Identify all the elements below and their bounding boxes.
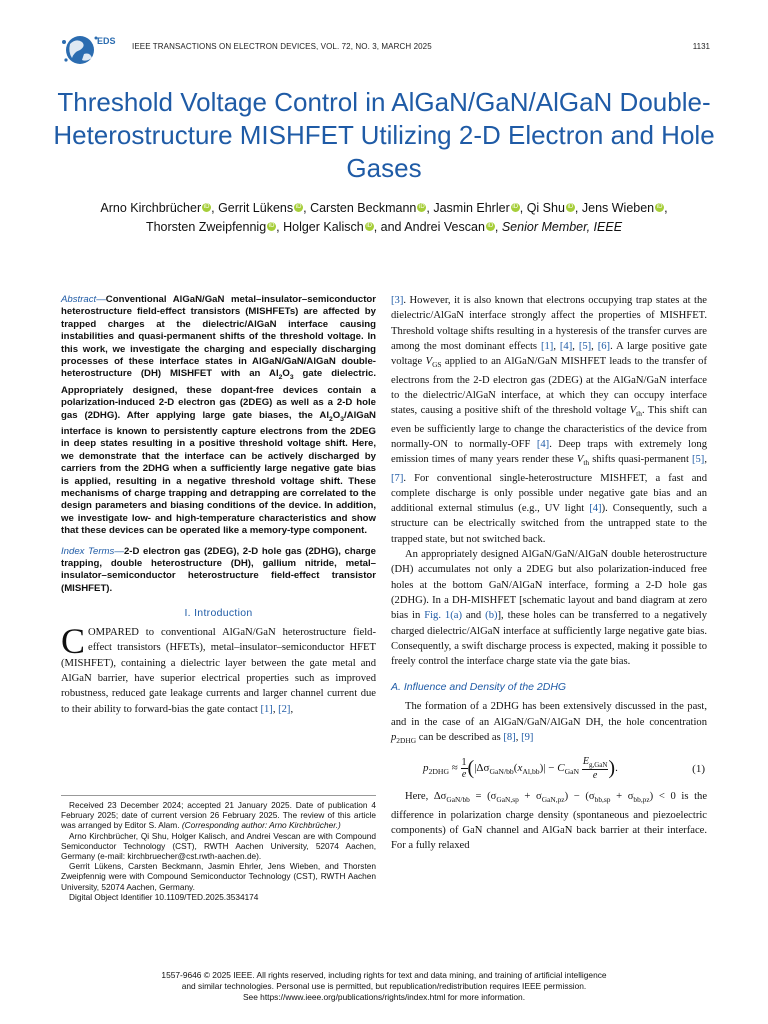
author-name: Jens Wieben <box>581 201 655 215</box>
abstract: Abstract—Conventional AlGaN/GaN metal–insulator–semiconductor heterostructure field-effect transistors (MISHFETs) are affected by trapped charges at the dielectric/AlGaN interface causing instabilities and quasi-permanent shifts of the threshold voltage. In this work, we investigate the charging and especially discharging processes of these interface states in AlGaN/GaN/AlGaN double-heterostructure (DH) MISHFET with an $Al_2O_3$ gate dielectric. Appropriately designed, these dopant-free devices contain a polarization-induced 2-D electron gas (2DEG) as well as a 2-D hole gas (2DHG). After applying large gate biases, the $Al_2O_3$/AlGaN interface is known to persistently capture electrons from the 2DEG in deep states resulting in a positive threshold voltage shift. Here, we demonstrate that the interface can be actively discharged by carriers from the 2DHG when a sufficiently large negative gate bias is applied, resulting in a negative threshold voltage shift. These mechanisms of charge trapping and detrapping are correlated to the design parameters and biasing conditions of the device. In addition, we investigate low- and high-temperature characteristics and show that these devices can be operated like a memory-type component. <box>61 294 376 537</box>
body-paragraph: The formation of a 2DHG has been extensively discussed in the past, and in the case of an AlGaN/GaN/AlGaN DH, the hole concentration $p_{2DHG}$ can be described as [8], [9] <box>391 701 707 746</box>
orcid-icon[interactable]: iD <box>512 204 519 210</box>
footnote-doi: Digital Object Identifier 10.1109/TED.2025.3534174 <box>69 891 259 902</box>
eds-logo <box>60 30 116 70</box>
citation-link[interactable]: [5] <box>691 454 705 466</box>
intro-paragraph: COMPARED to conventional AlGaN/GaN heterostructure field-effect transistors (HFETs), metal–insulator–semiconductor HFET (MISHFET), containing a dielectric layer between the gate metal and AlGaN barrier, have superior electrical properties such as improved robustness, reduced gate leakage currents and larger channel current due to their ability to forward-bias the gate contact [1], [2], <box>61 621 376 715</box>
left-column <box>61 294 376 717</box>
orcid-icon[interactable]: iD <box>419 204 425 210</box>
citation-link[interactable]: [8] <box>503 732 516 744</box>
orcid-icon[interactable]: iD <box>567 204 574 210</box>
footnote-received: Received 23 December 2024; accepted 21 January 2025. Date of publication 4 February 2025; date of current version 26 February 2025. The review of this article was arranged by Editor S. Alam. (Corresponding author: Arno Kirchbrücher.) <box>61 800 376 831</box>
equation-body: $p_{2DHG}$ ≈ $\frac{1}{e}$ ($|\Delta\sigma_{GaN/bb}(x_{Al,bb})| - C_{GaN}$ $E_{g,GaN}$ e ). <box>423 756 618 782</box>
right-column <box>391 293 707 854</box>
abstract-label: Abstract— <box>61 294 106 305</box>
equation-number: (1) <box>692 762 705 775</box>
citation-link[interactable]: [1] <box>540 340 554 352</box>
citation-link[interactable]: [1] <box>260 703 273 715</box>
citation-link[interactable]: [4] <box>536 438 550 450</box>
page-header <box>60 30 710 70</box>
copyright-notice: 1557-9646 © 2025 IEEE. All rights reserved, including rights for text and data mining, and training of artificial intelligence and similar technologies. Personal use is permitted, but republication/redistribution requires IEEE permission. See https://www.ieee.org/publications/rights/index.html for more information. <box>60 970 708 1003</box>
drop-cap: C <box>61 621 86 662</box>
section-heading: I. Introduction <box>184 607 253 620</box>
svg-text:EDS: EDS <box>97 36 116 46</box>
author-name: Gerrit Lükens <box>218 201 294 215</box>
citation-link[interactable]: [7] <box>391 472 404 484</box>
author-list: Arno Kirchbrücher iD , Gerrit Lükens iD , Carsten Beckmann iD , Jasmin Ehrler iD , Qi Shu iD , Jens Wieben iD , Thorsten Zweipfennig iD , Holger Kalisch iD , and Andrei Vescan iD , Senior Member, IEEE <box>100 201 668 234</box>
citation-link[interactable]: [2] <box>278 703 291 715</box>
figure-link[interactable]: Fig. 1(a) <box>424 610 462 622</box>
figure-link[interactable]: (b) <box>485 610 498 622</box>
author-name: Arno Kirchbrücher <box>100 201 202 215</box>
orcid-icon[interactable]: iD <box>295 204 302 210</box>
citation-link[interactable]: [6] <box>597 340 611 352</box>
body-paragraph: [3]. However, it is also known that electrons occupying trap states at the dielectric/AlGaN interface strongly affect the properties of MISHFET. Threshold voltage shifts resulting in a hysteresis of the transfer curves are among the most dominant effects [1], [4], [5], [6]. A large positive gate voltage $V_{GS}$ applied to an AlGaN/GaN MISHFET leads to the transfer of electrons from the 2-D electron gas (2DEG) at the AlGaN/GaN interface to the dielectric/AlGaN interface, at which they can occupy interface states, causing a positive shift of the threshold voltage $V_{th}$. This shift can even be sufficiently large to change the characteristics of the device from normally-ON to normally-OFF [4]. Deep traps with extremely long emission times of many years render these $V_{th}$ shifts quasi-permanent [5], [7]. For conventional single-heterostructure MISHFET, a fast and complete discharge is only possible under negative gate bias and an additional external stimulus (e.g., UV light [4]). Consequently, such a structure can be electrically switched from the untrapped state to the trapped state, but not switched back. <box>391 295 708 545</box>
equation-1 <box>391 756 707 781</box>
footnote-affiliation-1: Arno Kirchbrücher, Qi Shu, Holger Kalisch, and Andrei Vescan are with Compound Semiconductor Technology (CST), RWTH Aachen University, 52074 Aachen, Germany (e-mail: kirchbruecher@cst.rwth-aachen.de). <box>61 830 376 862</box>
author-name: Andrei Vescan <box>404 220 485 234</box>
body-paragraph: Here, $\Delta\sigma_{GaN/bb} = (\sigma_{GaN,sp} + \sigma_{GaN,pz}) - (\sigma_{bb,sp} + \sigma_{bb,pz}) < 0$ is the difference in polarization charge density (spontaneous and piezoelectric components) of GaN channel and AlGaN back barrier at their interface. For a fully relaxed <box>391 791 708 852</box>
orcid-icon[interactable]: iD <box>268 223 275 229</box>
rights-link[interactable]: See https://www.ieee.org/publications/rights/index.html for more information. <box>242 992 526 1002</box>
page-number: 1131 <box>692 42 710 51</box>
footnote <box>61 800 376 902</box>
author-name: Qi Shu <box>526 201 565 215</box>
citation-link[interactable]: [9] <box>521 732 534 744</box>
journal-line: IEEE TRANSACTIONS ON ELECTRON DEVICES, VOL. 72, NO. 3, MARCH 2025 <box>132 42 432 51</box>
orcid-icon[interactable]: iD <box>203 204 210 210</box>
author-name: Jasmin Ehrler <box>433 201 510 215</box>
author-suffix: Senior Member, IEEE <box>501 220 623 234</box>
footnote-affiliation-2: Gerrit Lükens, Carsten Beckmann, Jasmin Ehrler, Jens Wieben, and Thorsten Zweipfennig were with Compound Semiconductor Technology (CST), RWTH Aachen University, 52074 Aachen, Germany. <box>61 861 376 892</box>
citation-link[interactable]: [3] <box>391 295 404 306</box>
author-name: Thorsten Zweipfennig <box>145 220 267 234</box>
footnote-divider <box>61 795 376 796</box>
citation-link[interactable]: [5] <box>578 340 592 352</box>
orcid-icon[interactable]: iD <box>487 223 494 229</box>
paper-title: Threshold Voltage Control in AlGaN/GaN/AlGaN Double-Heterostructure MISHFET Utilizing 2-D Electron and Hole Gases <box>53 87 715 183</box>
orcid-icon[interactable]: iD <box>366 223 373 229</box>
body-paragraph: An appropriately designed AlGaN/GaN/AlGaN double heterostructure (DH) accumulates not only a 2DEG but also polarization-induced free holes at the bottom GaN/AlGaN interface, forming a 2-D hole gas (2DHG). In a DH-MISHFET [schematic layout and band diagram at zero bias in Fig. 1(a) and (b)], these holes can be transferred to a negatively charged dielectric/AlGaN interface at sufficiently large negative gate bias. Consequently, a swift discharge process is expected, making it possible to freely control the interface charge state via the gate bias. <box>391 549 708 668</box>
citation-link[interactable]: [4] <box>559 340 573 352</box>
orcid-icon[interactable]: iD <box>656 204 663 210</box>
author-name: Holger Kalisch <box>283 220 364 234</box>
index-terms-label: Index Terms— <box>61 545 124 557</box>
citation-link[interactable]: [4] <box>589 503 602 515</box>
subsection-heading: A. Influence and Density of the 2DHG <box>391 681 567 694</box>
index-terms: Index Terms—2-D electron gas (2DEG), 2-D hole gas (2DHG), charge trapping, double heterostructure (DH), gallium nitride, metal–insulator–semiconductor heterostructure field-effect transistor (MISHFET). <box>61 545 376 594</box>
author-name: Carsten Beckmann <box>310 201 417 215</box>
